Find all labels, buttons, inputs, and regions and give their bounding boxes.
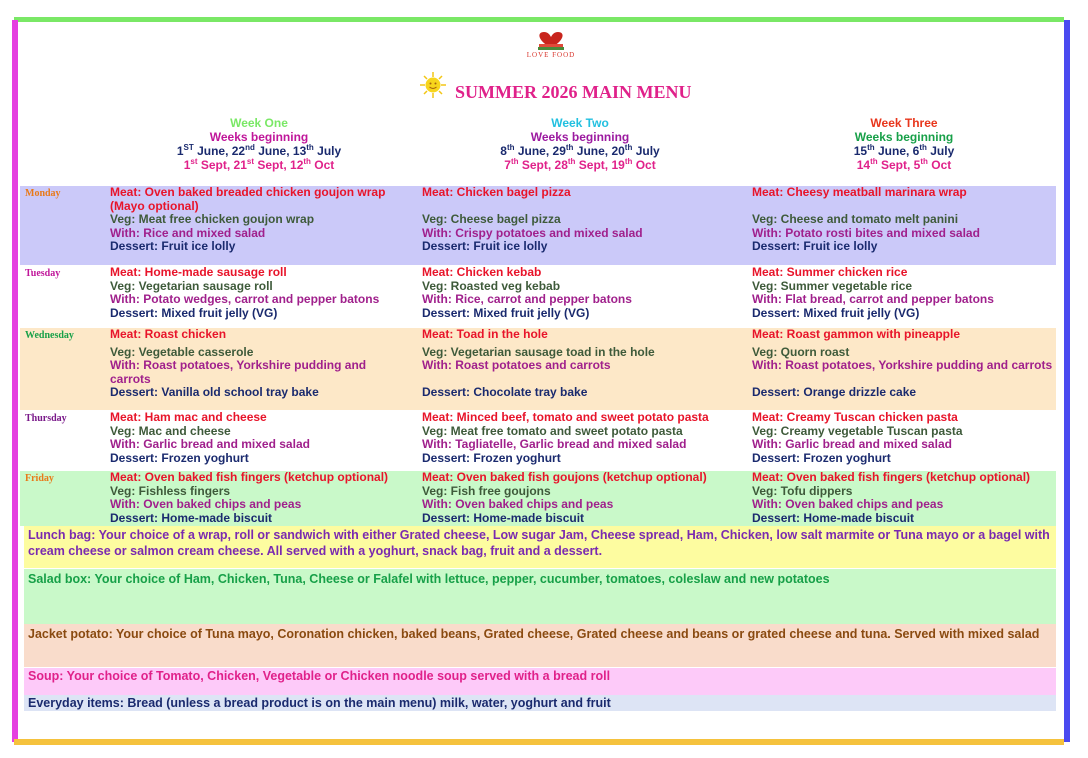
day-label: Friday: [25, 473, 54, 484]
meat-option: Meat: Home-made sausage roll: [110, 265, 287, 279]
meat-option: Meat: Creamy Tuscan chicken pasta: [752, 410, 958, 424]
dessert: Dessert: Mixed fruit jelly (VG): [752, 305, 920, 320]
week-one-dates-summer: 1ST June, 22nd June, 13th July: [176, 143, 342, 158]
menu-cell: [752, 328, 1056, 400]
sides: With: Garlic bread and mixed salad: [752, 437, 952, 452]
dessert: Dessert: Fruit ice lolly: [752, 239, 878, 254]
sides: With: Potato rosti bites and mixed salad: [752, 225, 980, 240]
dessert: Dessert: Home-made biscuit: [422, 510, 585, 525]
menu-cell: [752, 186, 1056, 254]
week-three-dates-summer: 15th June, 6th July: [853, 143, 955, 158]
day-row-wednesday: [20, 328, 1056, 410]
sides: With: Rice, carrot and pepper batons: [422, 292, 632, 307]
veg-option: Veg: Quorn roast: [752, 344, 850, 359]
week-two-dates-autumn: 7th Sept, 28th Sept, 19th Oct: [504, 157, 656, 172]
dessert: Dessert: Frozen yoghurt: [110, 450, 249, 465]
week-one-header: [139, 116, 379, 172]
dessert: Dessert: Mixed fruit jelly (VG): [422, 305, 590, 320]
sides: With: Potato wedges, carrot and pepper batons: [110, 292, 380, 307]
day-label: Wednesday: [25, 330, 74, 341]
week-two-beginning: Weeks beginning: [530, 130, 630, 144]
veg-option: Veg: Cheese bagel pizza: [422, 212, 561, 226]
sides: With: Oven baked chips and peas: [110, 497, 302, 512]
menu-cell: [422, 471, 742, 525]
dessert: Dessert: Frozen yoghurt: [422, 450, 561, 465]
meat-option: Meat: Oven baked fish fingers (ketchup optional): [110, 470, 389, 484]
menu-cell: [110, 411, 410, 465]
day-label: Thursday: [25, 413, 67, 424]
lunch-bag-option: Lunch bag: Your choice of a wrap, roll or sandwich with either Grated cheese, Low sugar Jam, Cheese spread, Ham, Chicken, low salt marmite or Tuna mayo or a bagel with cream cheese or salmon cream cheese. All served with a yoghurt, snack bag, fruit and a dessert.: [24, 526, 1056, 568]
meat-option: Meat: Minced beef, tomato and sweet potato pasta: [422, 410, 709, 424]
meat-option: Meat: Roast gammon with pineapple: [752, 327, 961, 341]
meat-option: Meat: Toad in the hole: [422, 327, 548, 341]
week-one-beginning: Weeks beginning: [209, 130, 309, 144]
meat-option: Meat: Chicken kebab: [422, 265, 542, 279]
meat-option: Meat: Roast chicken: [110, 327, 227, 341]
meat-option: Meat: Summer chicken rice: [752, 265, 908, 279]
menu-cell: [422, 266, 742, 320]
veg-option: Veg: Tofu dippers: [752, 483, 853, 498]
menu-cell: [110, 328, 410, 400]
veg-option: Veg: Mac and cheese: [110, 423, 231, 438]
day-label: Tuesday: [25, 268, 61, 279]
everyday-items: Everyday items: Bread (unless a bread product is on the main menu) milk, water, yoghurt and fruit: [24, 695, 1056, 711]
day-label: Monday: [25, 188, 61, 199]
day-row-thursday: [20, 411, 1056, 470]
sides: With: Tagliatelle, Garlic bread and mixed salad: [422, 437, 687, 452]
veg-option: Veg: Vegetarian sausage roll: [110, 278, 273, 293]
meat-option: Meat: Oven baked fish goujons (ketchup optional): [422, 470, 707, 484]
salad-box-option: Salad box: Your choice of Ham, Chicken, Tuna, Cheese or Falafel with lettuce, pepper, cucumber, tomatoes, coleslaw and new potatoes: [24, 569, 1056, 624]
veg-option: Veg: Meat free chicken goujon wrap: [110, 212, 315, 227]
sides: With: Rice and mixed salad: [110, 225, 266, 240]
veg-option: Veg: Vegetarian sausage toad in the hole: [422, 344, 655, 359]
menu-cell: [110, 186, 410, 254]
sides: With: Crispy potatoes and mixed salad: [422, 225, 643, 240]
meat-option: Meat: Oven baked fish fingers (ketchup optional): [752, 470, 1031, 484]
week-two-dates-summer: 8th June, 29th June, 20th July: [500, 143, 660, 158]
veg-option: Veg: Creamy vegetable Tuscan pasta: [752, 423, 963, 438]
menu-cell: [752, 266, 1056, 320]
sides: With: Oven baked chips and peas: [422, 497, 614, 512]
week-two-header: [460, 116, 700, 172]
dessert: Dessert: Vanilla old school tray bake: [110, 385, 319, 400]
dessert: Dessert: Fruit ice lolly: [110, 239, 236, 254]
meat-option: Meat: Cheesy meatball marinara wrap: [752, 185, 967, 199]
sides: With: Roast potatoes, Yorkshire pudding and carrots: [110, 358, 367, 386]
menu-cell: [422, 186, 742, 254]
sides: With: Oven baked chips and peas: [752, 497, 944, 512]
meat-option: Meat: Ham mac and cheese: [110, 410, 267, 424]
dessert: Dessert: Orange drizzle cake: [752, 385, 917, 400]
week-three-header: [784, 116, 1024, 172]
dessert: Dessert: Home-made biscuit: [110, 510, 273, 525]
jacket-potato-option: Jacket potato: Your choice of Tuna mayo, Coronation chicken, baked beans, Grated cheese, Grated cheese and beans or grated cheese and tuna. Served with mixed salad: [24, 624, 1056, 667]
week-one-title: Week One: [230, 116, 288, 130]
love-food-logo: [519, 30, 583, 60]
sun-icon: [420, 72, 446, 98]
menu-cell: [422, 411, 742, 465]
veg-option: Veg: Roasted veg kebab: [422, 278, 561, 293]
menu-cell: [752, 411, 1056, 465]
veg-option: Veg: Vegetable casserole: [110, 344, 254, 359]
veg-option: Veg: Cheese and tomato melt panini: [752, 212, 959, 226]
menu-cell: [110, 471, 410, 525]
week-one-dates-autumn: 1st Sept, 21st Sept, 12th Oct: [183, 157, 335, 172]
bottom-border: [14, 739, 1064, 745]
menu-cell: [110, 266, 410, 320]
veg-option: Veg: Summer vegetable rice: [752, 278, 913, 293]
sides: With: Garlic bread and mixed salad: [110, 437, 310, 452]
day-row-monday: [20, 186, 1056, 265]
veg-option: Veg: Fish free goujons: [422, 483, 551, 498]
meat-option: Meat: Chicken bagel pizza: [422, 185, 571, 199]
logo-text: LOVE FOOD: [526, 51, 576, 59]
dessert: Dessert: Home-made biscuit: [752, 510, 915, 525]
week-three-title: Week Three: [870, 116, 938, 130]
dessert: Dessert: Frozen yoghurt: [752, 450, 891, 465]
dessert: Dessert: Fruit ice lolly: [422, 239, 548, 254]
meat-option: Meat: Oven baked breaded chicken goujon wrap (Mayo optional): [110, 185, 386, 213]
day-row-tuesday: [20, 266, 1056, 327]
sides: With: Flat bread, carrot and pepper batons: [752, 292, 994, 307]
sides: With: Roast potatoes and carrots: [422, 358, 611, 373]
week-three-beginning: Weeks beginning: [854, 130, 954, 144]
page-title: SUMMER 2026 MAIN MENU: [455, 82, 692, 102]
right-border: [1064, 20, 1070, 742]
dessert: Dessert: Chocolate tray bake: [422, 385, 588, 400]
week-two-title: Week Two: [551, 116, 609, 130]
menu-cell: [752, 471, 1056, 525]
week-three-dates-autumn: 14th Sept, 5th Oct: [856, 157, 952, 172]
dessert: Dessert: Mixed fruit jelly (VG): [110, 305, 278, 320]
veg-option: Veg: Fishless fingers: [110, 483, 231, 498]
heart-books-icon: [519, 30, 583, 52]
soup-option: Soup: Your choice of Tomato, Chicken, Vegetable or Chicken noodle soup served with a bread roll: [24, 668, 1056, 695]
veg-option: Veg: Meat free tomato and sweet potato pasta: [422, 423, 683, 438]
sides: With: Roast potatoes, Yorkshire pudding and carrots: [752, 358, 1053, 373]
day-row-friday: [20, 471, 1056, 526]
menu-cell: [422, 328, 742, 400]
